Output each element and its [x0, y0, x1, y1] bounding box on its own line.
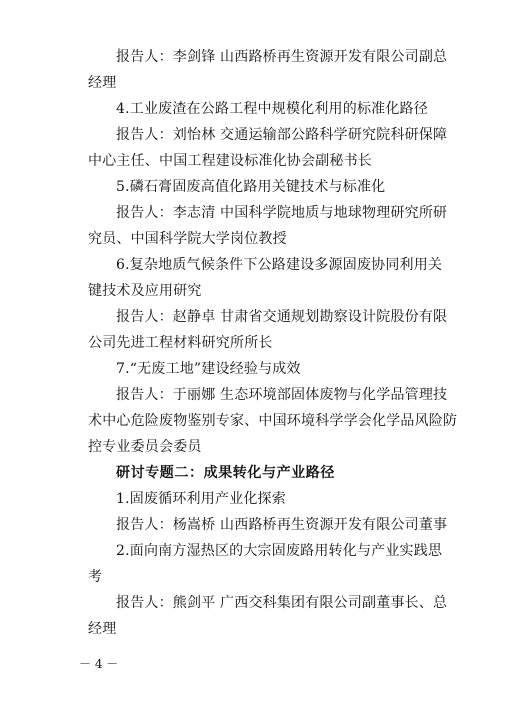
reporter-line-li-zhiqing: 报告人：李志清 中国科学院地质与地球物理研究所研 — [116, 205, 448, 221]
topic-two-item-2-continued: 考 — [88, 569, 103, 585]
reporter-line-li-jianfeng-continued: 经理 — [88, 75, 117, 91]
reporter-line-liu-yilin: 报告人：刘怡林 交通运输部公路科学研究院科研保障 — [116, 127, 448, 143]
reporter-line-yu-lina: 报告人：于丽娜 生态环境部固体废物与化学品管理技 — [116, 387, 448, 403]
reporter-line-yu-lina-continued-1: 术中心危险废物鉴别专家、中国环境科学学会化学品风险防 — [88, 413, 458, 429]
topic-item-6-continued: 键技术及应用研究 — [88, 283, 202, 299]
page-number: － 4 － — [79, 657, 119, 671]
topic-item-4: 4.工业废渣在公路工程中规模化利用的标准化路径 — [116, 101, 428, 117]
reporter-line-yang-songqiao: 报告人：杨嵩桥 山西路桥再生资源开发有限公司董事 — [116, 517, 448, 533]
reporter-line-zhao-jingzhuo-continued: 公司先进工程材料研究所所长 — [88, 335, 273, 351]
topic-two-item-2: 2.面向南方湿热区的大宗固废路用转化与产业实践思 — [116, 543, 443, 559]
topic-two-item-1: 1.固废循环利用产业化探索 — [116, 491, 286, 507]
reporter-line-xiong-jianping: 报告人：熊剑平 广西交科集团有限公司副董事长、总 — [116, 595, 448, 611]
topic-item-6: 6.复杂地质气候条件下公路建设多源固废协同利用关 — [116, 257, 443, 273]
reporter-line-zhao-jingzhuo: 报告人：赵静卓 甘肃省交通规划勘察设计院股份有限 — [116, 309, 448, 325]
section-heading-topic-two: 研讨专题二：成果转化与产业路径 — [116, 465, 335, 481]
reporter-line-xiong-jianping-continued: 经理 — [88, 621, 117, 637]
reporter-line-yu-lina-continued-2: 控专业委员会委员 — [88, 439, 202, 455]
document-body — [88, 44, 458, 642]
topic-item-7: 7.“无废工地”建设经验与成效 — [116, 361, 301, 377]
reporter-line-li-jianfeng: 报告人：李剑锋 山西路桥再生资源开发有限公司副总 — [116, 49, 448, 65]
reporter-line-li-zhiqing-continued: 究员、中国科学院大学岗位教授 — [88, 231, 287, 247]
topic-item-5: 5.磷石膏固废高值化路用关键技术与标准化 — [116, 179, 386, 195]
reporter-line-liu-yilin-continued: 中心主任、中国工程建设标准化协会副秘书长 — [88, 153, 372, 169]
